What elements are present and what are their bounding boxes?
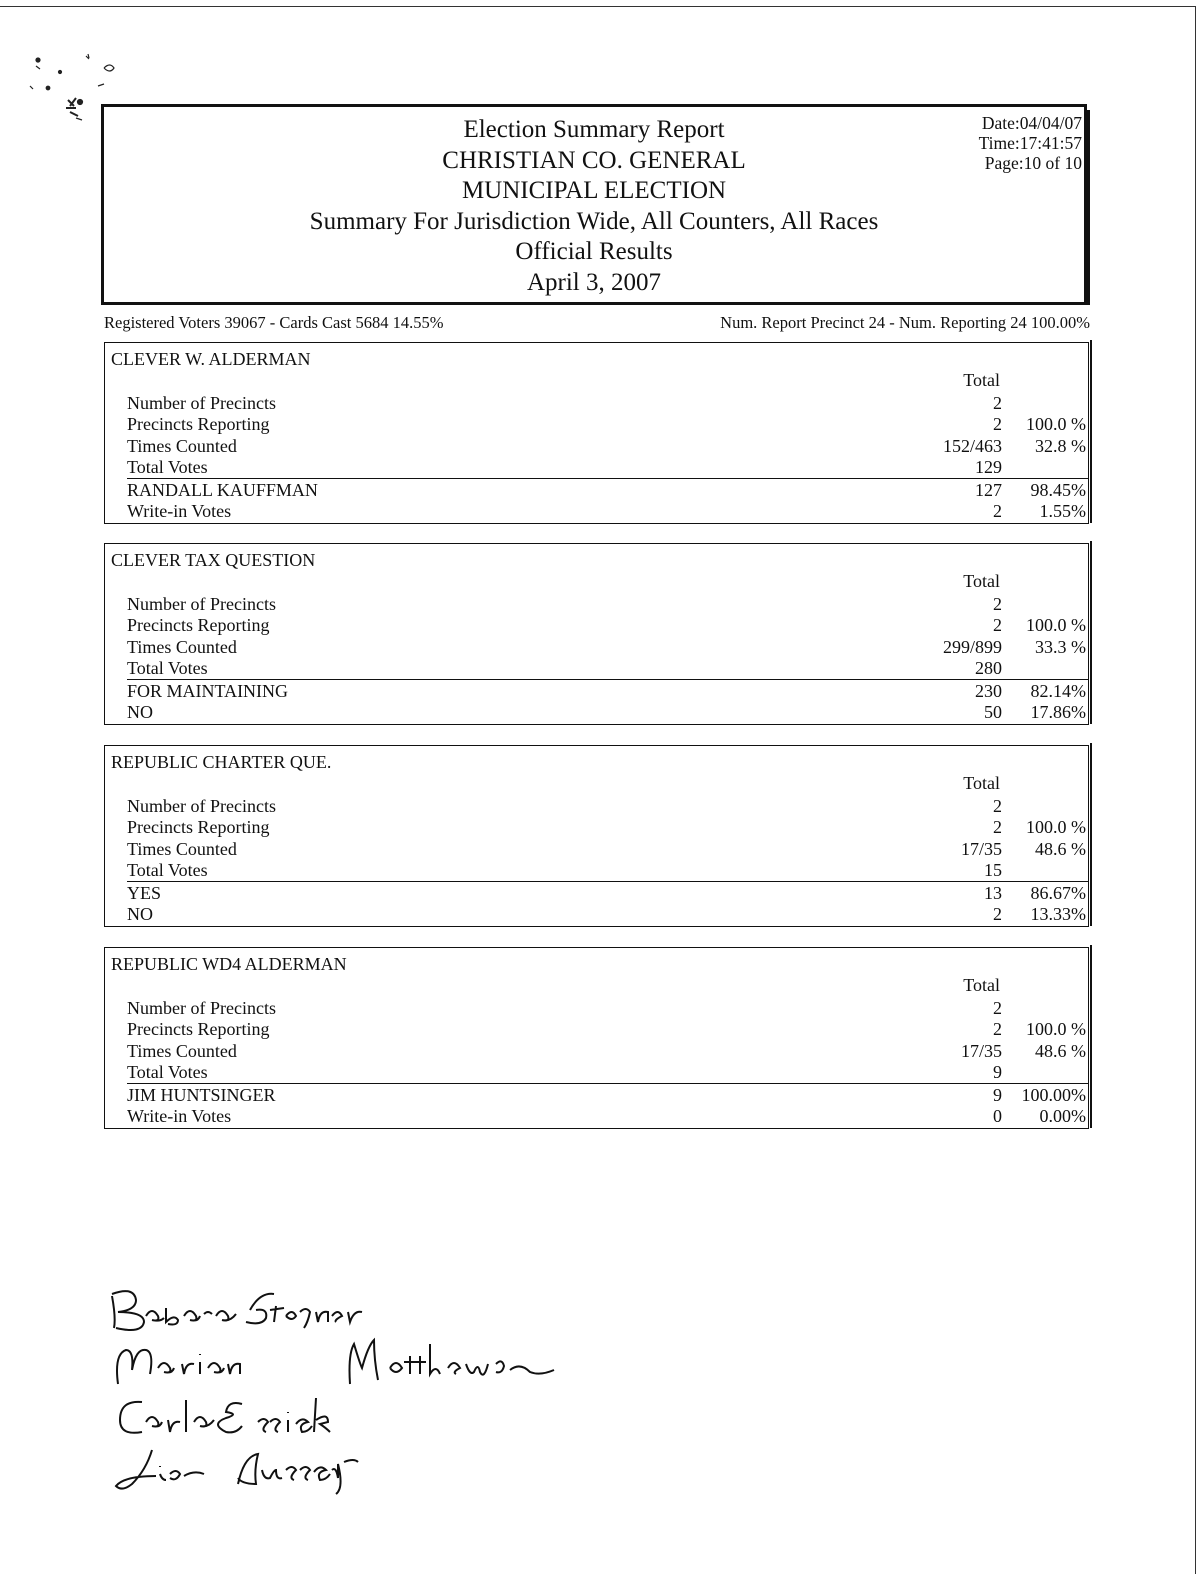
- stat-label: Total Votes: [127, 860, 208, 880]
- stat-label: Precincts Reporting: [127, 414, 270, 434]
- total-header: Total: [963, 370, 1000, 390]
- stat-label: Total Votes: [127, 457, 208, 477]
- stat-row: [127, 998, 1088, 1020]
- stat-row: [127, 414, 1088, 436]
- stat-percent: 100.0 %: [1026, 414, 1086, 434]
- race-title: CLEVER W. ALDERMAN: [111, 349, 311, 369]
- stat-value: 152/463: [942, 436, 1002, 456]
- stat-percent: 48.6 %: [1035, 1041, 1086, 1061]
- choice-label: JIM HUNTSINGER: [127, 1085, 276, 1105]
- stat-row: [127, 1041, 1088, 1063]
- choice-row: [127, 681, 1088, 703]
- race-republic-wd4-alderman: [104, 947, 1089, 1129]
- report-meta: [979, 113, 1082, 173]
- choice-votes: 13: [984, 883, 1002, 903]
- stat-value: 15: [984, 860, 1002, 880]
- stat-label: Times Counted: [127, 637, 237, 657]
- results-status: Official Results: [515, 238, 673, 265]
- race-republic-charter: [104, 745, 1089, 927]
- choice-row: [127, 904, 1088, 926]
- stat-value: 299/899: [942, 637, 1002, 657]
- report-date: Date:04/04/07: [981, 113, 1082, 133]
- stat-percent: 100.0 %: [1026, 1019, 1086, 1039]
- report-title: Election Summary Report: [463, 116, 725, 143]
- stat-percent: 48.6 %: [1035, 839, 1086, 859]
- stat-row: [127, 817, 1088, 839]
- stat-row: [127, 860, 1088, 882]
- race-clever-alderman: [104, 342, 1089, 524]
- stat-percent: 32.8 %: [1035, 436, 1086, 456]
- signature-marian: [110, 1334, 570, 1390]
- choice-percent: 82.14%: [1030, 681, 1086, 701]
- choice-votes: 50: [984, 702, 1002, 722]
- choice-row: [127, 1085, 1088, 1107]
- county-name: CHRISTIAN CO. GENERAL: [442, 146, 746, 174]
- stat-label: Times Counted: [127, 1041, 237, 1061]
- choice-percent: 98.45%: [1030, 480, 1086, 500]
- race-title: REPUBLIC CHARTER QUE.: [111, 752, 332, 772]
- stat-label: Times Counted: [127, 839, 237, 859]
- stat-row: [127, 1062, 1088, 1084]
- stat-value: 2: [993, 615, 1002, 635]
- divider: [127, 881, 1088, 882]
- stat-row: [127, 457, 1088, 479]
- stat-value: 2: [993, 414, 1002, 434]
- stat-row: [127, 1019, 1088, 1041]
- race-clever-tax-question: [104, 543, 1089, 725]
- stat-label: Precincts Reporting: [127, 1019, 270, 1039]
- stat-value: 2: [993, 998, 1002, 1018]
- choice-percent: 1.55%: [1039, 501, 1086, 521]
- stat-label: Number of Precincts: [127, 998, 276, 1018]
- stat-value: 17/35: [960, 1041, 1002, 1061]
- stat-label: Times Counted: [127, 436, 237, 456]
- choice-percent: 86.67%: [1030, 883, 1086, 903]
- choice-label: YES: [127, 883, 162, 903]
- race-title: CLEVER TAX QUESTION: [111, 550, 316, 570]
- stat-label: Total Votes: [127, 1062, 208, 1082]
- report-time: Time:17:41:57: [978, 133, 1082, 153]
- divider: [127, 478, 1088, 479]
- stat-row: [127, 796, 1088, 818]
- report-header: [101, 104, 1087, 305]
- total-header: Total: [963, 975, 1000, 995]
- stat-label: Number of Precincts: [127, 393, 276, 413]
- stat-row: [127, 615, 1088, 637]
- stat-row: [127, 594, 1088, 616]
- stat-value: 2: [993, 817, 1002, 837]
- signature-barbara: [100, 1282, 420, 1332]
- stat-row: [127, 658, 1088, 680]
- choice-row: [127, 702, 1088, 724]
- choice-votes: 230: [975, 681, 1002, 701]
- choice-percent: 100.00%: [1021, 1085, 1086, 1105]
- choice-percent: 17.86%: [1030, 702, 1086, 722]
- choice-row: [127, 883, 1088, 905]
- choice-percent: 0.00%: [1039, 1106, 1086, 1126]
- choice-label: Write-in Votes: [127, 1106, 232, 1126]
- report-title-block: [104, 115, 1084, 298]
- stat-label: Precincts Reporting: [127, 817, 270, 837]
- choice-label: FOR MAINTAINING: [127, 681, 289, 701]
- registered-voters-summary: Registered Voters 39067 - Cards Cast 5684 14.55%: [104, 313, 444, 332]
- stat-value: 2: [993, 1019, 1002, 1039]
- election-name: MUNICIPAL ELECTION: [461, 177, 727, 204]
- stat-value: 129: [975, 457, 1002, 477]
- divider: [127, 1083, 1088, 1084]
- total-header: Total: [963, 571, 1000, 591]
- election-date: April 3, 2007: [526, 268, 662, 296]
- choice-row: [127, 480, 1088, 502]
- divider: [127, 679, 1088, 680]
- stat-value: 17/35: [960, 839, 1002, 859]
- stat-label: Precincts Reporting: [127, 615, 270, 635]
- choice-label: NO: [127, 702, 153, 722]
- stat-value: 2: [993, 393, 1002, 413]
- precinct-reporting-summary: Num. Report Precinct 24 - Num. Reporting 24 100.00%: [720, 313, 1090, 332]
- choice-row: [127, 501, 1088, 523]
- stat-percent: 100.0 %: [1026, 817, 1086, 837]
- choice-label: Write-in Votes: [127, 501, 232, 521]
- stat-value: 280: [975, 658, 1002, 678]
- choice-label: NO: [127, 904, 153, 924]
- stat-value: 2: [993, 796, 1002, 816]
- stat-value: 9: [993, 1062, 1002, 1082]
- total-header: Total: [963, 773, 1000, 793]
- stat-row: [127, 436, 1088, 458]
- choice-label: RANDALL KAUFFMAN: [127, 480, 318, 500]
- stat-row: [127, 637, 1088, 659]
- summary-scope: Summary For Jurisdiction Wide, All Counters, All Races: [309, 207, 879, 235]
- stat-row: [127, 393, 1088, 415]
- choice-percent: 13.33%: [1030, 904, 1086, 924]
- choice-votes: 9: [993, 1085, 1002, 1105]
- stat-label: Number of Precincts: [127, 796, 276, 816]
- race-title: REPUBLIC WD4 ALDERMAN: [111, 954, 347, 974]
- stat-percent: 33.3 %: [1035, 637, 1086, 657]
- stat-percent: 100.0 %: [1026, 615, 1086, 635]
- signature-carla: [112, 1392, 402, 1442]
- stat-label: Total Votes: [127, 658, 208, 678]
- stat-value: 2: [993, 594, 1002, 614]
- stat-row: [127, 839, 1088, 861]
- choice-votes: 2: [993, 501, 1002, 521]
- choice-row: [127, 1106, 1088, 1128]
- choice-votes: 0: [993, 1106, 1002, 1126]
- signature-lisa: [108, 1440, 398, 1500]
- choice-votes: 2: [993, 904, 1002, 924]
- page-number: Page:10 of 10: [984, 153, 1082, 173]
- stat-label: Number of Precincts: [127, 594, 276, 614]
- choice-votes: 127: [975, 480, 1002, 500]
